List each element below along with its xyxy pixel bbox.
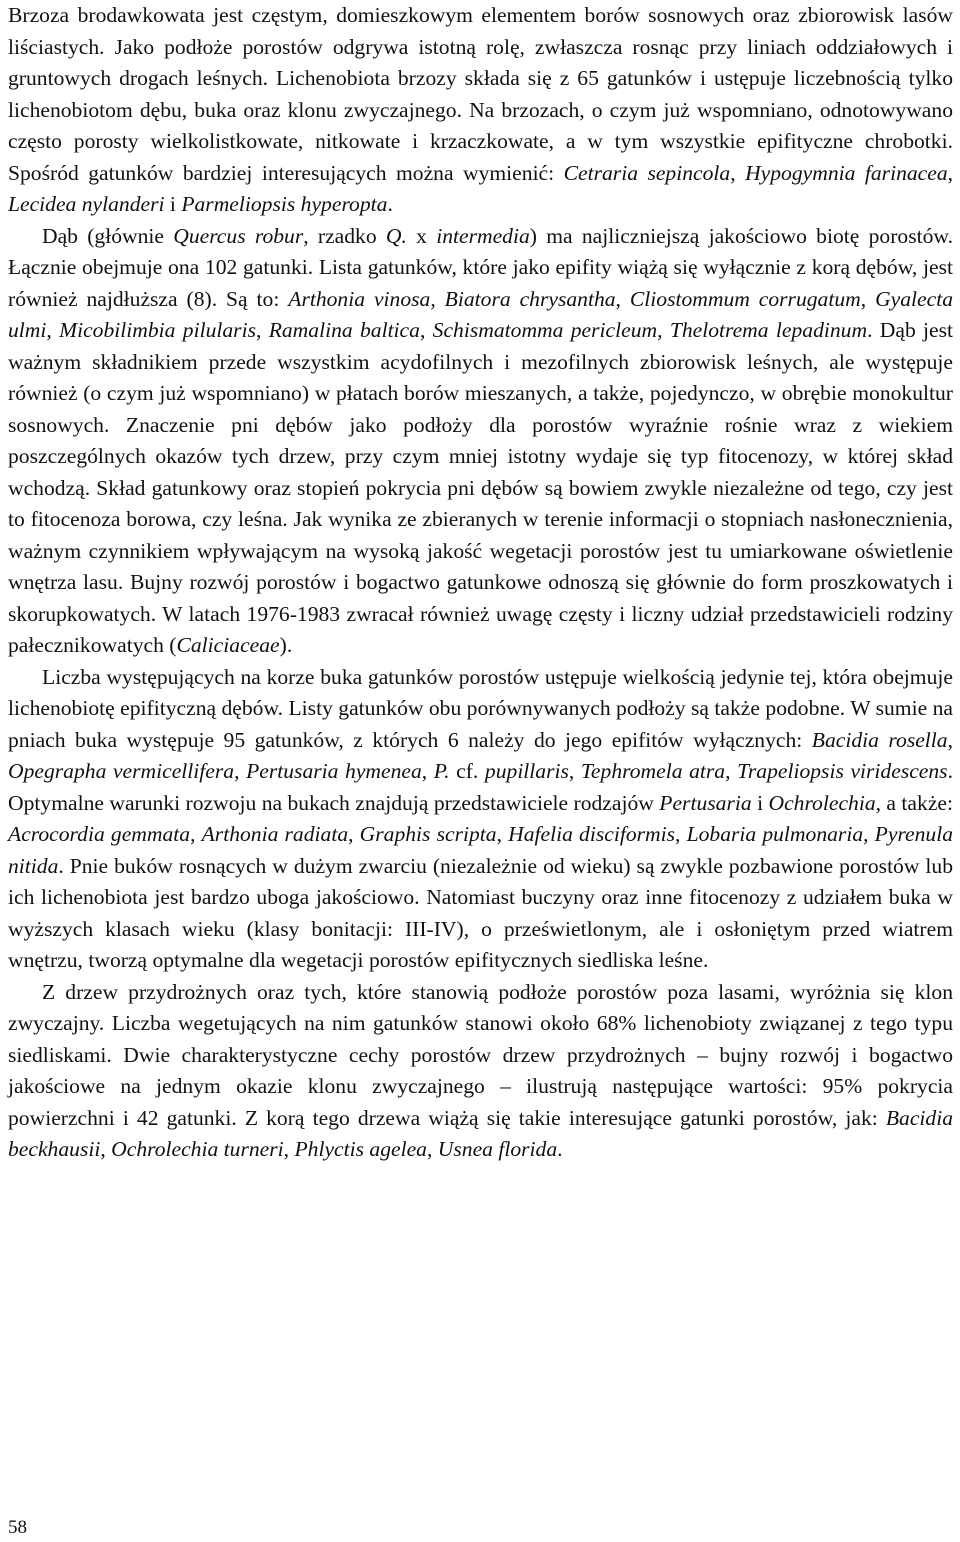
- species-name: Pertusaria hymenea: [246, 759, 422, 783]
- species-name: Arthonia radiata: [201, 822, 349, 846]
- text-run: Dąb (głównie: [42, 223, 174, 248]
- text-run: .: [387, 192, 393, 216]
- text-run: ,: [419, 318, 433, 342]
- text-run: ,: [860, 286, 876, 311]
- species-name: Usnea florida: [437, 1137, 558, 1161]
- species-name: Lecidea nylanderi: [8, 192, 165, 216]
- species-name: Opegrapha vermicellifera: [8, 759, 235, 783]
- species-name: pupillaris: [484, 759, 569, 783]
- species-name: Ochrolechia: [768, 790, 876, 815]
- species-name: Cetraria sepincola: [563, 160, 731, 185]
- species-name: Phlyctis agelea: [294, 1137, 427, 1161]
- text-run: Z drzew przydrożnych oraz tych, które stanowią podłoże porostów poza lasami, wyróżnia się klon zwyczajny. Liczba wegetujących na nim gatunków stanowi około 68% lichenobioty związanej z tego typu siedliskami. Dwie charakterystyczne cechy porostów drzew przydrożnych – bujny rozwój i bogactwo jakościowe na jednym okazie klonu zwyczajnego – ilustrują następujące wartości: 95% pokrycia powierzchni i 42 gatunki. Z korą tego drzewa wiążą się takie interesujące gatunki porostów, jak:: [8, 979, 953, 1130]
- text-run: ,: [947, 160, 954, 185]
- text-run: ,: [725, 759, 738, 783]
- species-name: Parmeliopsis hyperopta: [181, 192, 388, 216]
- species-name: Bacidia beckhausii: [8, 1105, 953, 1161]
- text-run: ,: [255, 318, 269, 342]
- text-run: ,: [675, 822, 687, 846]
- text-run: ,: [863, 822, 875, 846]
- text-run: . Pnie buków rosnących w dużym zwarciu (niezależnie od wieku) są zwykle pozbawione porostów lub ich lichenobiota jest bardzo uboga jakościowo. Natomiast buczyny oraz inne fitocenozy z udziałem buka w wyższych klasach wieku (klasy bonitacji: III-IV), o prześwietlonym, ale i osłoniętym przed wiatrem wnętrzu, tworzą optymalne dla wegetacji porostów epifitycznych siedliska leśne.: [8, 853, 953, 972]
- text-run: x: [406, 223, 437, 248]
- species-name: Bacidia rosella: [811, 727, 948, 752]
- text-run: ) ma najliczniejszą jakościowo biotę porostów. Łącznie obejmuje ona 102 gatunki. Lista gatunków, które jako epifity wiążą się wyłącznie z korą dębów, jest również najdłuższa (8). Są to:: [8, 223, 953, 311]
- text-run: ).: [279, 633, 293, 657]
- species-name: Ramalina baltica: [268, 318, 420, 342]
- species-name: Schismatomma pericleum: [432, 318, 658, 342]
- text-run: , a także:: [875, 790, 953, 815]
- text-run: ,: [730, 160, 746, 185]
- document-body: [8, 0, 953, 1166]
- paragraph-oak: [8, 221, 953, 662]
- species-name: Tephromela atra: [580, 759, 726, 783]
- text-run: ,: [568, 759, 581, 783]
- paragraph-birch: [8, 0, 953, 221]
- species-name: Graphis scripta: [359, 822, 497, 846]
- text-run: ,: [100, 1137, 112, 1161]
- text-run: i: [751, 790, 769, 815]
- text-run: . Dąb jest ważnym składnikiem przede wszystkim acydofilnych i mezofilnych zbiorowisk leśnych, ale występuje również (o czym już wspomniano) w płatach borów mieszanych, a także, pojedynczo, w obrębie monokultur sosnowych. Znaczenie pni dębów jako podłoży dla porostów wyraźnie rośnie wraz z wiekiem poszczególnych okazów tych drzew, przy czym mniej istotny wydaje się typ fitocenozy, w której skład wchodzą. Skład gatunkowy oraz stopień pokrycia pni dębów są bowiem zwykle niezależne od tego, czy jest to fitocenoza borowa, czy leśna. Jak wynika ze zbieranych w terenie informacji o stopniach nasłonecznienia, ważnym czynnikiem wpływającym na wysoką jakość wegetacji porostów jest tu umiarkowane oświetlenie wnętrza lasu. Bujny rozwój porostów i bogactwo gatunkowe odnoszą się głównie do form proszkowatych i skorupkowatych. W latach 1976-1983 zwracał również uwagę częsty i liczny udział przedstawicieli rodziny pałecznikowatych (: [8, 318, 954, 657]
- species-name: P.: [433, 759, 450, 783]
- text-run: ,: [496, 822, 509, 846]
- text-run: cf.: [449, 759, 485, 783]
- text-run: ,: [234, 759, 247, 783]
- text-run: Liczba występujących na korze buka gatunków porostów ustępuje wielkością jedynie tej, która obejmuje lichenobiotę epifityczną dębów. Listy gatunków obu porównywanych podłoży są także podobne. W sumie na pniach buka występuje 95 gatunków, z których 6 należy do jego epifitów wyłącznych:: [8, 664, 953, 752]
- text-run: Brzoza brodawkowata jest częstym, domieszkowym elementem borów sosnowych oraz zbiorowisk lasów liściastych. Jako podłoże porostów odgrywa istotną rolę, zwłaszcza rosnąc przy liniach oddziałowych i gruntowych drogach leśnych. Lichenobiota brzozy składa się z 65 gatunków i ustępuje liczebnością tylko lichenobiotom dębu, buka oraz klonu zwyczajnego. Na brzozach, o czym już wspomniano, odnotowywano często porosty wielkolistkowate, nitkowate i krzaczkowate, a w tym wszystkie epifityczne chrobotki. Spośród gatunków bardziej interesujących można wymienić:: [8, 3, 953, 185]
- species-name: Trapeliopsis viridescens: [737, 759, 948, 783]
- species-name: Hafelia disciformis: [508, 822, 676, 846]
- species-name: Lobaria pulmonaria: [686, 822, 864, 846]
- species-name: Hypogymnia farinacea: [745, 160, 948, 185]
- species-name: Ochrolechia turneri: [111, 1137, 284, 1161]
- text-run: ,: [430, 286, 445, 311]
- species-name: Thelotrema lepadinum: [669, 318, 868, 342]
- species-name: Caliciaceae: [176, 633, 280, 657]
- species-name: Micobilimbia pilularis: [59, 318, 256, 342]
- paragraph-beech: [8, 662, 953, 977]
- species-name: Acrocordia gemmata: [8, 822, 191, 846]
- text-run: ,: [348, 822, 360, 846]
- species-name: Quercus robur: [173, 223, 304, 248]
- species-name: Pyrenula nitida: [8, 822, 954, 878]
- text-run: i: [164, 192, 182, 216]
- species-name: intermedia: [436, 223, 530, 248]
- text-run: ,: [657, 318, 670, 342]
- text-run: . Optymalne warunki rozwoju na bukach znajdują przedstawiciele rodzajów: [8, 759, 953, 815]
- page-number: 58: [8, 1517, 27, 1538]
- text-run: ,: [615, 286, 630, 311]
- species-name: Gyalecta ulmi: [8, 286, 954, 342]
- text-run: ,: [421, 759, 434, 783]
- species-name: Cliostommum corrugatum: [629, 286, 861, 311]
- species-name: Q.: [385, 223, 407, 248]
- text-run: .: [557, 1137, 563, 1161]
- text-run: , rzadko: [303, 223, 386, 248]
- species-name: Pertusaria: [659, 790, 752, 815]
- paragraph-maple: [8, 977, 953, 1166]
- text-run: ,: [426, 1137, 438, 1161]
- text-run: ,: [283, 1137, 295, 1161]
- species-name: Biatora chrysantha: [444, 286, 616, 311]
- species-name: Arthonia vinosa: [288, 286, 431, 311]
- text-run: ,: [947, 727, 954, 752]
- text-run: ,: [190, 822, 202, 846]
- text-run: ,: [46, 318, 60, 342]
